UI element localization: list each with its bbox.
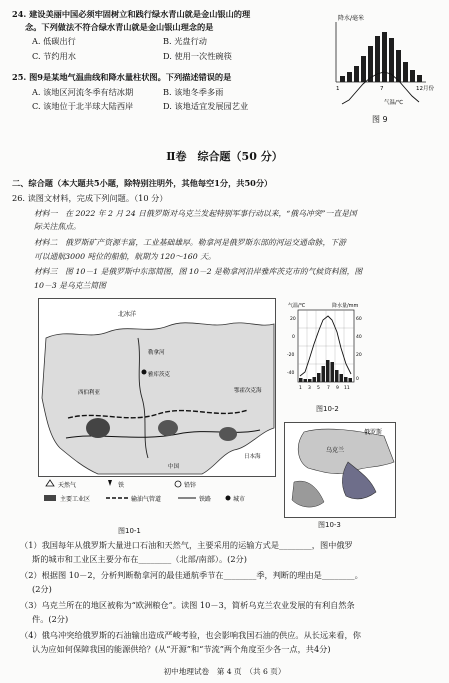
lead-zinc-icon: [175, 481, 181, 487]
fig102-month-1: 1: [299, 386, 302, 391]
figure-9-climate-chart: [322, 8, 440, 112]
q24-stem-line1: 24. 建设美丽中国必须牢固树立和践行绿水青山就是金山银山的理: [12, 9, 251, 19]
q26-2-line1: （2）根据图 10－2，分析判断勒拿河的最佳通航季节在________季，判断的理由是________。: [20, 570, 363, 580]
fig9-xtick-12: 12月份: [416, 86, 434, 92]
fig101-label-siberia: 西伯利亚: [78, 390, 101, 396]
fig102-month-9: 9: [336, 386, 339, 391]
q25-stem: 25. 图9是某地气温曲线和降水量柱状图。下列描述错误的是: [12, 72, 232, 82]
fig101-legend-pipeline: 输油气管道: [131, 496, 162, 503]
city-icon: [226, 496, 231, 501]
fig102-month-5: 5: [317, 386, 320, 391]
part2-heading: 二、综合题（本大题共5小题，除特别注明外，其他每空1分，共50分）: [12, 178, 273, 188]
fig101-industrial-zone-central: [158, 420, 178, 436]
fig101-legend-gas: 天然气: [58, 482, 77, 489]
fig101-industrial-zone-east: [219, 427, 237, 441]
fig102-rt-40: 40: [356, 335, 362, 340]
page-footer: 初中地理试卷 第 4 页 （共 6 页）: [163, 667, 286, 676]
fig101-legend-city: 城市: [233, 496, 246, 503]
material2-line1: 材料二 俄罗斯矿产资源丰富，工业基础雄厚。勒拿河是俄罗斯东部的河运交通命脉，下游: [34, 238, 346, 247]
q25-option-d: D. 该地适宜发展园艺业: [163, 101, 249, 111]
q24-option-c: C. 节约用水: [32, 51, 76, 61]
q26-4-line1: （4）俄乌冲突给俄罗斯的石油输出造成严峻考验，也会影响我国石油的供应。从长远来看，你: [20, 630, 361, 640]
q26-4-line2: 认为应如何保障我国的能源供给？(从“开源”和“节流”两个角度至少各一点，共4分): [32, 644, 331, 654]
material1-line1: 材料一 在 2022 年 2 月 24 日俄罗斯对乌克兰发起特别军事行动以来，“俄乌冲突”一直是国: [34, 209, 357, 218]
figure-10-3-ukraine-map: [284, 422, 396, 518]
industrial-zone-icon: [44, 495, 56, 501]
q26-2-line2: (2分): [32, 584, 52, 594]
fig9-xtick-1: 1: [336, 86, 340, 92]
fig101-label-arctic: 北冰洋: [118, 311, 137, 318]
q26-stem: 26. 读图文材料，完成下列问题。（10 分）: [12, 193, 168, 203]
figure-10-1-russia-map: [38, 298, 276, 526]
q24-option-b: B. 光盘行动: [163, 36, 207, 46]
q25-option-a: A. 该地区河流冬季有结冰期: [32, 87, 134, 97]
natural-gas-icon: [46, 480, 54, 486]
fig103-label-russia: 俄罗斯: [364, 429, 383, 436]
q26-1-line2: 斯的城市和工业区主要分布在________（北部/南部）。(2分): [32, 554, 247, 564]
fig101-legend-iron: 铁: [118, 482, 125, 489]
fig101-legend-railway: 铁路: [199, 496, 212, 503]
material1-line2: 际关注焦点。: [34, 222, 81, 231]
material3-line2: 10－3 是乌克兰简图: [34, 281, 106, 290]
fig101-industrial-zone-west: [86, 418, 110, 438]
fig9-caption: 图 9: [372, 115, 388, 124]
fig102-lt-0: 0: [292, 335, 295, 340]
fig102-month-11: 11: [344, 386, 350, 391]
fig101-label-okhotsk: 鄂霍次克海: [234, 388, 262, 394]
fig101-caption: 图10-1: [118, 527, 141, 535]
fig101-legend-industrial: 主要工业区: [60, 496, 91, 503]
fig102-ylabel-right: 降水量/mm: [332, 303, 359, 309]
fig102-caption: 图10-2: [316, 405, 339, 413]
iron-icon: [108, 480, 112, 486]
q24-stem-line2: 念。下列做法不符合绿水青山就是金山银山理念的是: [25, 22, 214, 32]
material3-line1: 材料三 图 10－1 是俄罗斯中东部简图，图 10－2 是勒拿河沿岸雅库茨克市的气候资料图，图: [34, 267, 363, 276]
fig101-legend-lead-zinc: 铅锌: [184, 482, 197, 489]
fig102-lt-m40: -40: [287, 371, 295, 376]
fig101-label-yakutsk: 雅库茨克: [148, 372, 171, 378]
fig9-temp-label: 气温/℃: [384, 100, 404, 106]
fig102-rt-60: 60: [356, 317, 362, 322]
section-title: Ⅱ卷 综合题（50 分）: [166, 150, 283, 163]
q26-1-line1: （1）我国每年从俄罗斯大量进口石油和天然气，主要采用的运输方式是________，图中俄罗: [20, 540, 353, 550]
fig102-rt-20: 20: [356, 353, 362, 358]
q24-option-d: D. 使用一次性碗筷: [163, 51, 232, 61]
q26-3-line1: （3）乌克兰所在的地区被称为“欧洲粮仓”。读图 10－3，简析乌克兰农业发展的有利自然条: [20, 600, 355, 610]
fig101-label-lena: 勒拿河: [148, 350, 165, 356]
fig9-ylabel: 降水/毫米: [338, 15, 365, 22]
fig101-label-japan-sea: 日本海: [244, 454, 261, 460]
fig101-label-china: 中国: [168, 464, 180, 470]
fig102-lt-20: 20: [290, 317, 296, 322]
material2-line2: 可以通航3000 吨位的船舶，航期为 120～160 天。: [34, 252, 216, 261]
fig101-city-yakutsk: [142, 370, 147, 375]
q25-option-b: B. 该地冬季多雨: [163, 87, 224, 97]
q26-3-line2: 件。(2分): [32, 614, 69, 624]
q24-option-a: A. 低碳出行: [32, 36, 76, 46]
fig103-caption: 图10-3: [318, 521, 341, 529]
q25-option-c: C. 该地位于北半球大陆西岸: [32, 101, 134, 111]
fig102-lt-m20: -20: [287, 353, 295, 358]
fig103-label-ukraine: 乌克兰: [326, 447, 345, 454]
fig102-month-3: 3: [308, 386, 311, 391]
fig102-rt-0: 0: [356, 377, 359, 382]
figure-10-2-yakutsk-climate: [286, 300, 366, 396]
fig101-legend: [44, 480, 245, 503]
fig9-xtick-7: 7: [380, 86, 384, 92]
fig102-month-7: 7: [327, 386, 330, 391]
fig102-ylabel-left: 气温/℃: [288, 303, 306, 309]
fig9-precip-bars: [340, 32, 422, 82]
